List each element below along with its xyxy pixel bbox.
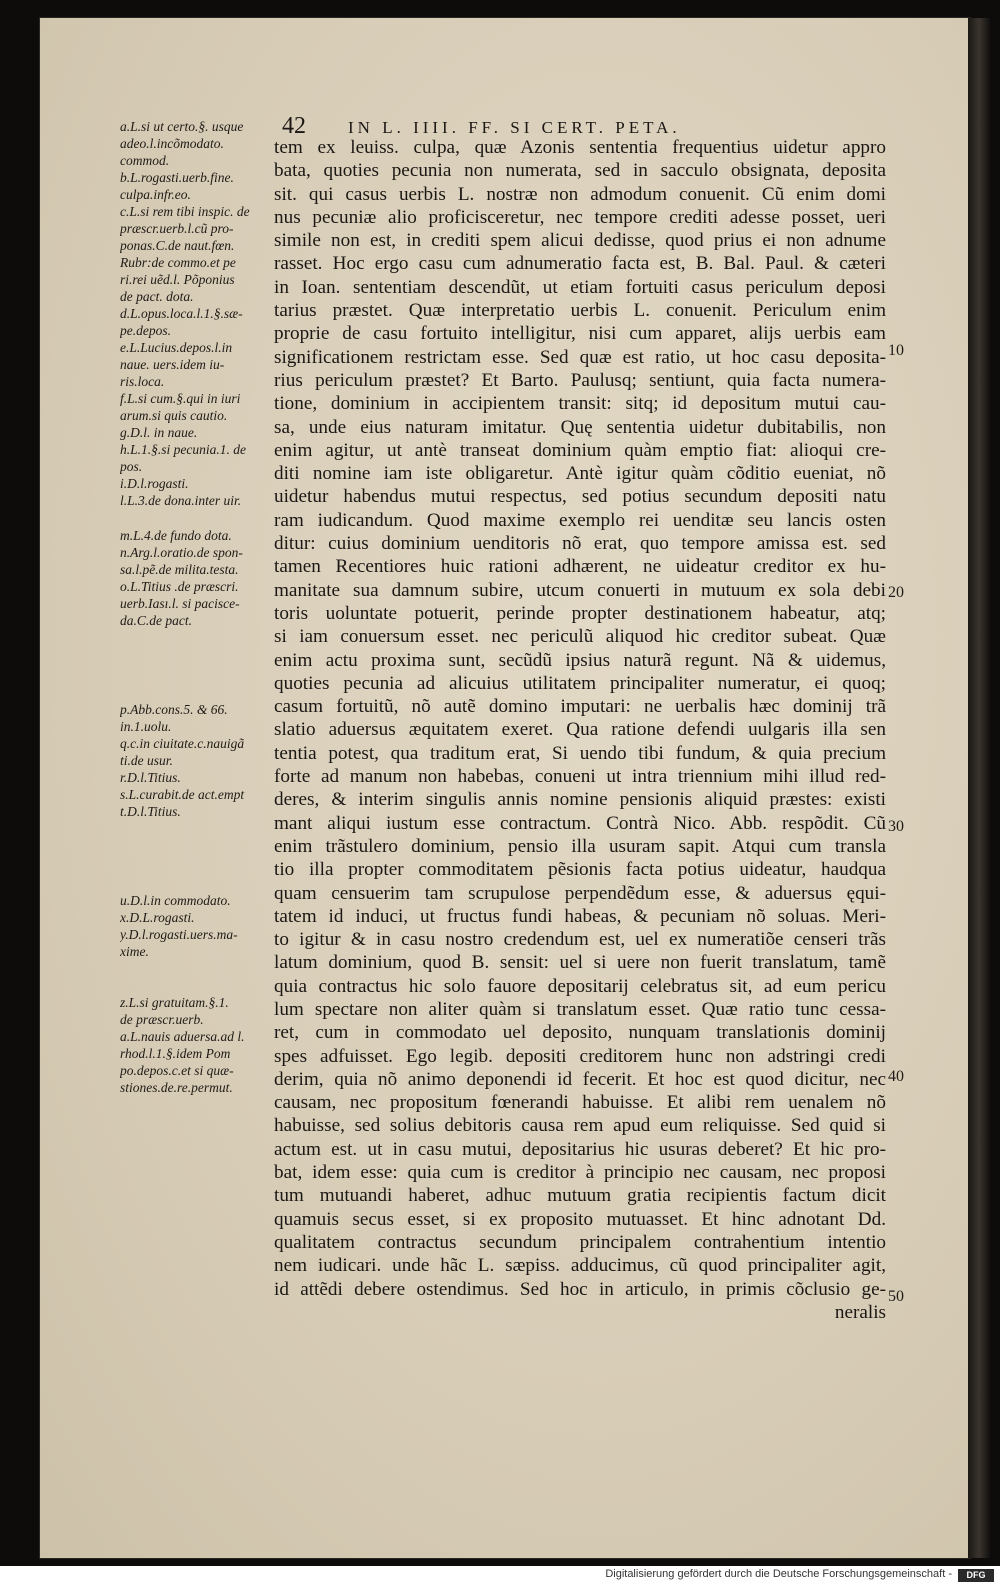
text-line: tentia potest, qua traditum erat, Si uendo tibi fundum, & quia precium: [274, 742, 886, 764]
line-number: 20: [888, 584, 904, 601]
text-line: proprie de casu fortuito intelligitur, nisi cum apparet, alijs uerbis eam: [274, 323, 886, 345]
text-line: enim actu proxima sunt, secũdũ ipsius naturã regunt. Nã & uidemus,: [274, 649, 886, 671]
margin-note: t.D.l.Titius.: [120, 804, 181, 819]
margin-note: po.depos.c.et si quæ-: [120, 1063, 234, 1078]
margin-note: b.L.rogasti.uerb.fine.: [120, 170, 234, 185]
text-line: id attẽdi debere ostendimus. Sed hoc in articulo, in primis cõclusio ge-: [274, 1278, 886, 1300]
margin-note: i.D.l.rogasti.: [120, 476, 189, 491]
text-line: tarius præstet. Quæ interpretatio uerbis L. conuenit. Periculum enim: [274, 300, 886, 322]
text-line: quamuis secus esset, si ex proposito mutuasset. Et hinc adnotant Dd.: [274, 1208, 886, 1230]
page-edge-shadow: [968, 18, 990, 1558]
text-line: slatio aduersus æquitatem exeret. Qua ratione defendi uulgaris illa sen: [274, 719, 886, 741]
margin-note: u.D.l.in commodato.: [120, 893, 231, 908]
text-line: manitate sua damnum subire, utcum conuerti in mutuum ex sola debi: [274, 579, 886, 601]
margin-note: uerb.Iası.l. si pacisce-: [120, 596, 240, 611]
margin-note: a.L.si ut certo.§. usque: [120, 119, 244, 134]
text-line: ram iudicandum. Quod maxime exemplo rei uenditæ seu lancis osten: [274, 509, 886, 531]
margin-note: e.L.Lucius.depos.l.in: [120, 340, 233, 355]
text-line: in Ioan. sententiam descendũt, ut etiam fortuiti casus periculum deposi: [274, 276, 886, 298]
margin-note: pos.: [120, 459, 143, 474]
margin-spacer: [120, 820, 280, 892]
text-line: deres, & interim singulis annis nomine pensionis aliquid præstes: existi: [274, 789, 886, 811]
margin-note: d.L.opus.loca.l.1.§.sæ-: [120, 306, 243, 321]
margin-spacer: [120, 629, 280, 701]
margin-note: ris.loca.: [120, 374, 165, 389]
text-line: bata, quoties pecunia non numerata, sed in sacculo obsignata, deposita: [274, 160, 886, 182]
margin-note: stiones.de.re.permut.: [120, 1080, 233, 1095]
margin-note: ponas.C.de naut.fœn.: [120, 238, 235, 253]
text-line: derim, quia nõ animo deponendi id fecerit. Et hoc est quod dicitur, nec: [274, 1068, 886, 1090]
margin-note: r.D.l.Titius.: [120, 770, 181, 785]
text-line: tione, dominium in accipientem transit: sitq; id depositum mutui cau-: [274, 393, 886, 415]
text-line: actum est. ut in casu mutui, depositarius hic usuras deberet? Et hic pro-: [274, 1138, 886, 1160]
text-line: quia contractus hic solo fauore depositarij celebratus sit, ad eum pericu: [274, 975, 886, 997]
line-number: 30: [888, 818, 904, 835]
text-line: diti nomine iam iste obligaretur. Antè igitur quàm cõditio eueniat, nõ: [274, 463, 886, 485]
text-line: ret, cum in commodato uel deposito, nunquam translationis dominij: [274, 1022, 886, 1044]
margin-note: præscr.uerb.l.cũ pro-: [120, 221, 234, 236]
text-line: rius periculum præstet? Et Barto. Paulusq; sentiunt, quia facta numera-: [274, 369, 886, 391]
margin-note: h.L.1.§.si pecunia.1. de: [120, 442, 246, 457]
text-line: toris uoluntate potuerit, perinde propter destinationem habeatur, atq;: [274, 602, 886, 624]
margin-note: naue. uers.idem iu-: [120, 357, 225, 372]
margin-spacer: [120, 509, 280, 527]
text-line: mant aliqui iustum esse contractum. Contrà Nico. Abb. respõdit. Cũ: [274, 812, 886, 834]
margin-note: in.1.uolu.: [120, 719, 172, 734]
text-line: neralis: [834, 1301, 886, 1323]
text-line: latum dominium, quod B. sensit: uel si uere non fuerit translatum, tamẽ: [274, 952, 886, 974]
text-line: casum fortuitũ, nõ autẽ domino imputari: ne uerbalis hæc dominij trã: [274, 696, 886, 718]
text-line: significationem restrictam esse. Sed quæ est ratio, ut hoc casu deposita-: [274, 346, 886, 368]
text-line: ditur: cuius dominium uenditoris nõ erat, quo tempore amissa est. sed: [274, 533, 886, 555]
text-line: bat, idem esse: quia cum is creditor à principio nec causam, nec proposi: [274, 1162, 886, 1184]
running-head: IN L. IIII. FF. SI CERT. PETA.: [348, 118, 681, 137]
margin-note: m.L.4.de fundo dota.: [120, 528, 232, 543]
text-line: nem iudicari. unde hãc L. sæpiss. adducimus, cũ quod principaliter agit,: [274, 1255, 886, 1277]
margin-note: ri.rei uẽd.l. Põponius: [120, 272, 235, 287]
margin-notes: [120, 118, 280, 1096]
margin-note: y.D.l.rogasti.uers.ma-: [120, 927, 238, 942]
margin-note: g.D.l. in naue.: [120, 425, 198, 440]
text-line: qualitatem contractus secundum principalem contrahentium intentio: [274, 1231, 886, 1253]
line-numbers: [888, 0, 928, 1585]
text-line: uidetur habendus mutui respectus, sed potius secundum depositi natu: [274, 486, 886, 508]
text-line: to igitur & in casu nostro credendum est, uel ex numeratiõe censeri trãs: [274, 929, 886, 951]
line-number: 10: [888, 342, 904, 359]
margin-spacer: [120, 960, 280, 994]
margin-note: commod.: [120, 153, 170, 168]
text-line: rasset. Hoc ergo casu cum adnumeratio facta est, B. Bal. Paul. & cæteri: [274, 253, 886, 275]
margin-note: x.D.L.rogasti.: [120, 910, 195, 925]
margin-note: pe.depos.: [120, 323, 171, 338]
margin-note: ti.de usur.: [120, 753, 173, 768]
text-line: tem ex leuiss. culpa, quæ Azonis sententia frequentius uidetur appro: [274, 137, 886, 158]
margin-note: q.c.in ciuitate.c.nauigã: [120, 736, 245, 751]
text-line: quam censuerim tam scrupulose perpendẽdum esse, & aduersus ęqui-: [274, 882, 886, 904]
text-line: tum mutuandi haberet, adhuc mutuum gratia recipientis factum dicit: [274, 1185, 886, 1207]
margin-note: o.L.Titius .de præscri.: [120, 579, 239, 594]
text-line: enim agitur, ut antè transeat dominium quàm emptio fiat: alioqui cre-: [274, 439, 886, 461]
margin-note: Rubr:de commo.et pe: [120, 255, 236, 270]
text-line: sit. qui casus uerbis L. nostræ non admodum conuenit. Cũ enim domi: [274, 183, 886, 205]
margin-note: adeo.l.incõmodato.: [120, 136, 224, 151]
page-number: 42: [282, 113, 306, 139]
text-line: habuisse, sed solius debitoris causa rem apud eum reliquisse. Sed quid si: [274, 1115, 886, 1137]
text-line: spes adfuisset. Ego legib. depositi creditorem hunc non adstringi credi: [274, 1045, 886, 1067]
margin-note: c.L.si rem tibi inspic. de: [120, 204, 250, 219]
main-text-block: [274, 136, 886, 1324]
text-line: tamen Recentiores huic rationi adhærent, ne uideatur creditor ex hu-: [274, 556, 886, 578]
margin-note: culpa.infr.eo.: [120, 187, 191, 202]
line-number: 40: [888, 1068, 904, 1085]
margin-note: p.Abb.cons.5. & 66.: [120, 702, 228, 717]
margin-note: xime.: [120, 944, 149, 959]
dfg-logo: DFG: [958, 1569, 994, 1582]
text-line: simile non est, in crediti spem alicui dedisse, quod prius ei non adnume: [274, 230, 886, 252]
margin-note: rhod.l.1.§.idem Pom: [120, 1046, 231, 1061]
text-line: tio illa propter commoditatem pẽsionis facta potius uideatur, haudqua: [274, 859, 886, 881]
text-line: si iam conuersum esset. nec periculũ aliquod hic creditor subeat. Quæ: [274, 626, 886, 648]
text-line: lum spectare non aliter quàm si translatum esset. Quæ ratio tunc cessa-: [274, 998, 886, 1020]
margin-note: f.L.si cum.§.qui in iuri: [120, 391, 241, 406]
margin-note: n.Arg.l.oratio.de spon-: [120, 545, 243, 560]
margin-note: z.L.si gratuitam.§.1.: [120, 995, 229, 1010]
text-line: quoties pecunia ad alicuius utilitatem principaliter numeratur, ei quoq;: [274, 672, 886, 694]
text-line: tatem id induci, ut fructus fundi habeas, & pecuniam nõ soluas. Meri-: [274, 905, 886, 927]
text-line: causam, nec propositum fœnerandi habuisse. Et alibi rem uenalem nõ: [274, 1092, 886, 1114]
text-line: forte ad manum non habebas, conueni ut intra triennium mihi illud red-: [274, 766, 886, 788]
funding-credit: Digitalisierung gefördert durch die Deutsche Forschungsgemeinschaft -: [605, 1568, 952, 1580]
margin-note: da.C.de pact.: [120, 613, 192, 628]
text-line: sa, unde eius naturam imitatur. Quę sententia uidetur dubitabilis, non: [274, 416, 886, 438]
margin-note: s.L.curabit.de act.empt: [120, 787, 245, 802]
text-line: nus pecuniæ alio proficisceretur, nec tempore crediti adesse posset, ueri: [274, 206, 886, 228]
margin-note: sa.l.pẽ.de milita.testa.: [120, 562, 239, 577]
line-number: 50: [888, 1288, 904, 1305]
margin-note: de pact. dota.: [120, 289, 194, 304]
digitization-footer: [0, 1566, 1000, 1585]
text-line: enim trãstulero dominium, pensio illa usuram sapit. Atqui cum transla: [274, 835, 886, 857]
margin-note: l.L.3.de dona.inter uir.: [120, 493, 242, 508]
margin-note: a.L.nauis aduersa.ad l.: [120, 1029, 245, 1044]
margin-note: arum.si quis cautio.: [120, 408, 228, 423]
margin-note: de præscr.uerb.: [120, 1012, 204, 1027]
